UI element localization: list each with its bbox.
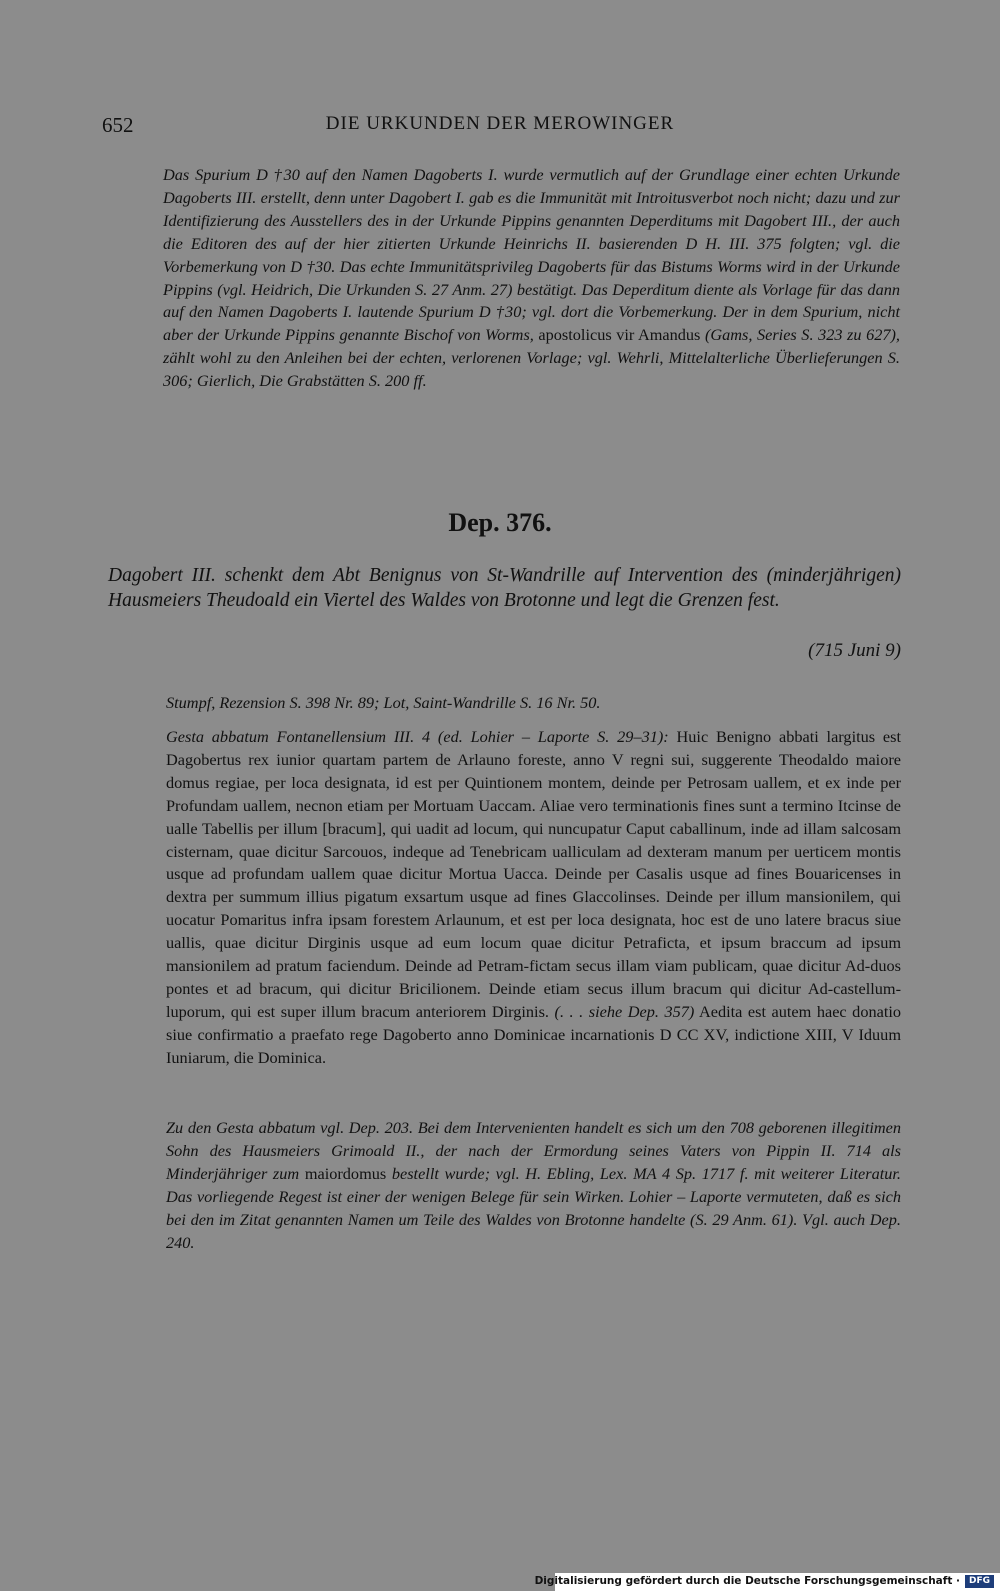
gesta-text: Huic Benigno abbati largitus est Dagobertus rex iunior quartam partem de Arlauno foreste, anno V regni sui, suggerente Theodaldo maiore domus regiae, per loca designata, id est per Quintionem montem, deinde per Petrosam uallem, et ex inde per Profundam uallem, necnon etiam per Mortuam Uaccam. Aliae vero terminationis fines sunt a termino Itcinse de ualle Tabellis per illum [bracum], qui uadit ad locum, qui nuncupatur Caput caballinum, inde ad illam salcosam cisternam, quae dicitur Sarcouos, indeque ad Tenebricam ualliculam ad dexteram manum per uerticem montis usque ad profundam uallem quae dicitur Mortua Uacca. Deinde per Casalis usque ad fines Bouaricenses in dextra per summum illius pigatum exsartum usque ad fines Glaccolinses. Deinde per illum mansionilem, qui uocatur Pomaritus infra ipsam forestem Arlaunum, et est per loca designata, hoc est de uno latere bracus siue uallis, quae dicitur Dirginis usque ad eum locum quae dicitur Petraficta, et ipsum braccum ad ipsum mansionilem ad pratum faciendum. Deinde ad Petram-fictam secus illam viam publicam, quae dicitur Ad-duos pontes et ad bracum, qui dicitur Bricilionem. Deinde etiam secus illum bracum qui dicitur Ad-castellum-luporum, qui est super illum bracum anteriorem Dirginis. [166, 727, 901, 1021]
gesta-ellipsis: (. . . siehe Dep. 357) [554, 1001, 695, 1021]
note-part-2: bestellt wurde; vgl. H. Ebling, Lex. MA 4 Sp. 1717 f. mit weiterer Literatur. Das vorliegende Regest ist einer der wenigen Belege für sein Wirken. Lohier – Laporte vermuteten, daß es sich bei den im Zitat genannten Namen um Teile des Waldes von Brotonne handelte (S. 29 Anm. 61). Vgl. auch Dep. 240. [166, 1163, 901, 1252]
page-header [100, 113, 900, 143]
funding-footer [534, 1573, 1000, 1591]
references: Stumpf, Rezension S. 398 Nr. 89; Lot, Saint-Wandrille S. 16 Nr. 50. [166, 693, 601, 712]
dfg-logo-icon: DFG [965, 1575, 994, 1588]
gesta-quotation [166, 726, 901, 1070]
regest-date: (715 Juni 9) [808, 640, 901, 661]
intro-note-tail: (Gams, Series S. 323 zu 627), zählt wohl zu den Anleihen bei der echten, verlorenen Vorlage; vgl. Wehrli, Mittelalterliche Überlieferungen S. 306; Gierlich, Die Grabstätten S. 200 ff. [163, 325, 900, 391]
note-part-1: Zu den Gesta abbatum vgl. Dep. 203. Bei dem Intervenienten handelt es sich um den 708 geborenen illegitimen Sohn des Hausmeiers Grimoald II., der nach der Ermordung seines Vaters von Pippin II. 714 als Minderjähriger zum [166, 1118, 901, 1183]
running-title: DIE URKUNDEN DER MEROWINGER [325, 113, 675, 134]
funding-text: Digitalisierung gefördert durch die Deutsche Forschungsgemeinschaft · [534, 1575, 960, 1587]
gesta-source: Gesta abbatum Fontanellensium III. 4 (ed. Lohier – Laporte S. 29–31): [166, 727, 669, 746]
note-quote: maiordomus [304, 1163, 387, 1183]
intro-note [163, 164, 900, 393]
intro-quote: apostolicus vir Amandus [538, 325, 701, 345]
commentary-note [166, 1117, 901, 1254]
deperditum-title: Dep. 376. [448, 508, 552, 537]
regest-text: Dagobert III. schenkt dem Abt Benignus von St-Wandrille auf Intervention des (minderjährigen) Hausmeiers Theudoald ein Viertel des Waldes von Brotonne und legt die Grenzen fest. [108, 565, 901, 611]
page-number: 652 [102, 113, 134, 137]
gesta-end: Aedita est autem haec donatio siue confirmatio a praefato rege Dagoberto anno Dominicae incarnationis D CC XV, indictione XIII, V Iduum Iuniarum, die Dominica. [166, 1001, 902, 1067]
intro-note-text: Das Spurium D †30 auf den Namen Dagoberts I. wurde vermutlich auf der Grundlage einer echten Urkunde Dagoberts III. erstellt, denn unter Dagobert I. gab es die Immunität mit Introitusverbot noch nicht; dazu und zur Identifizierung des Ausstellers des in der Urkunde Pippins genannten Deperditums mit Dagobert III., der auch die Editoren des auf der hier zitierten Urkunde Heinrichs II. basierenden D H. III. 375 folgten; vgl. die Vorbemerkung von D †30. Das echte Immunitätsprivileg Dagoberts für das Bistums Worms wird in der Urkunde Pippins (vgl. Heidrich, Die Urkunden S. 27 Anm. 27) bestätigt. Das Deperditum diente als Vorlage für das dann auf den Namen Dagoberts I. lautende Spurium D †30; vgl. dort die Vorbemerkung. Der in dem Spurium, nicht aber der Urkunde Pippins genannte Bischof von Worms, [163, 165, 900, 345]
